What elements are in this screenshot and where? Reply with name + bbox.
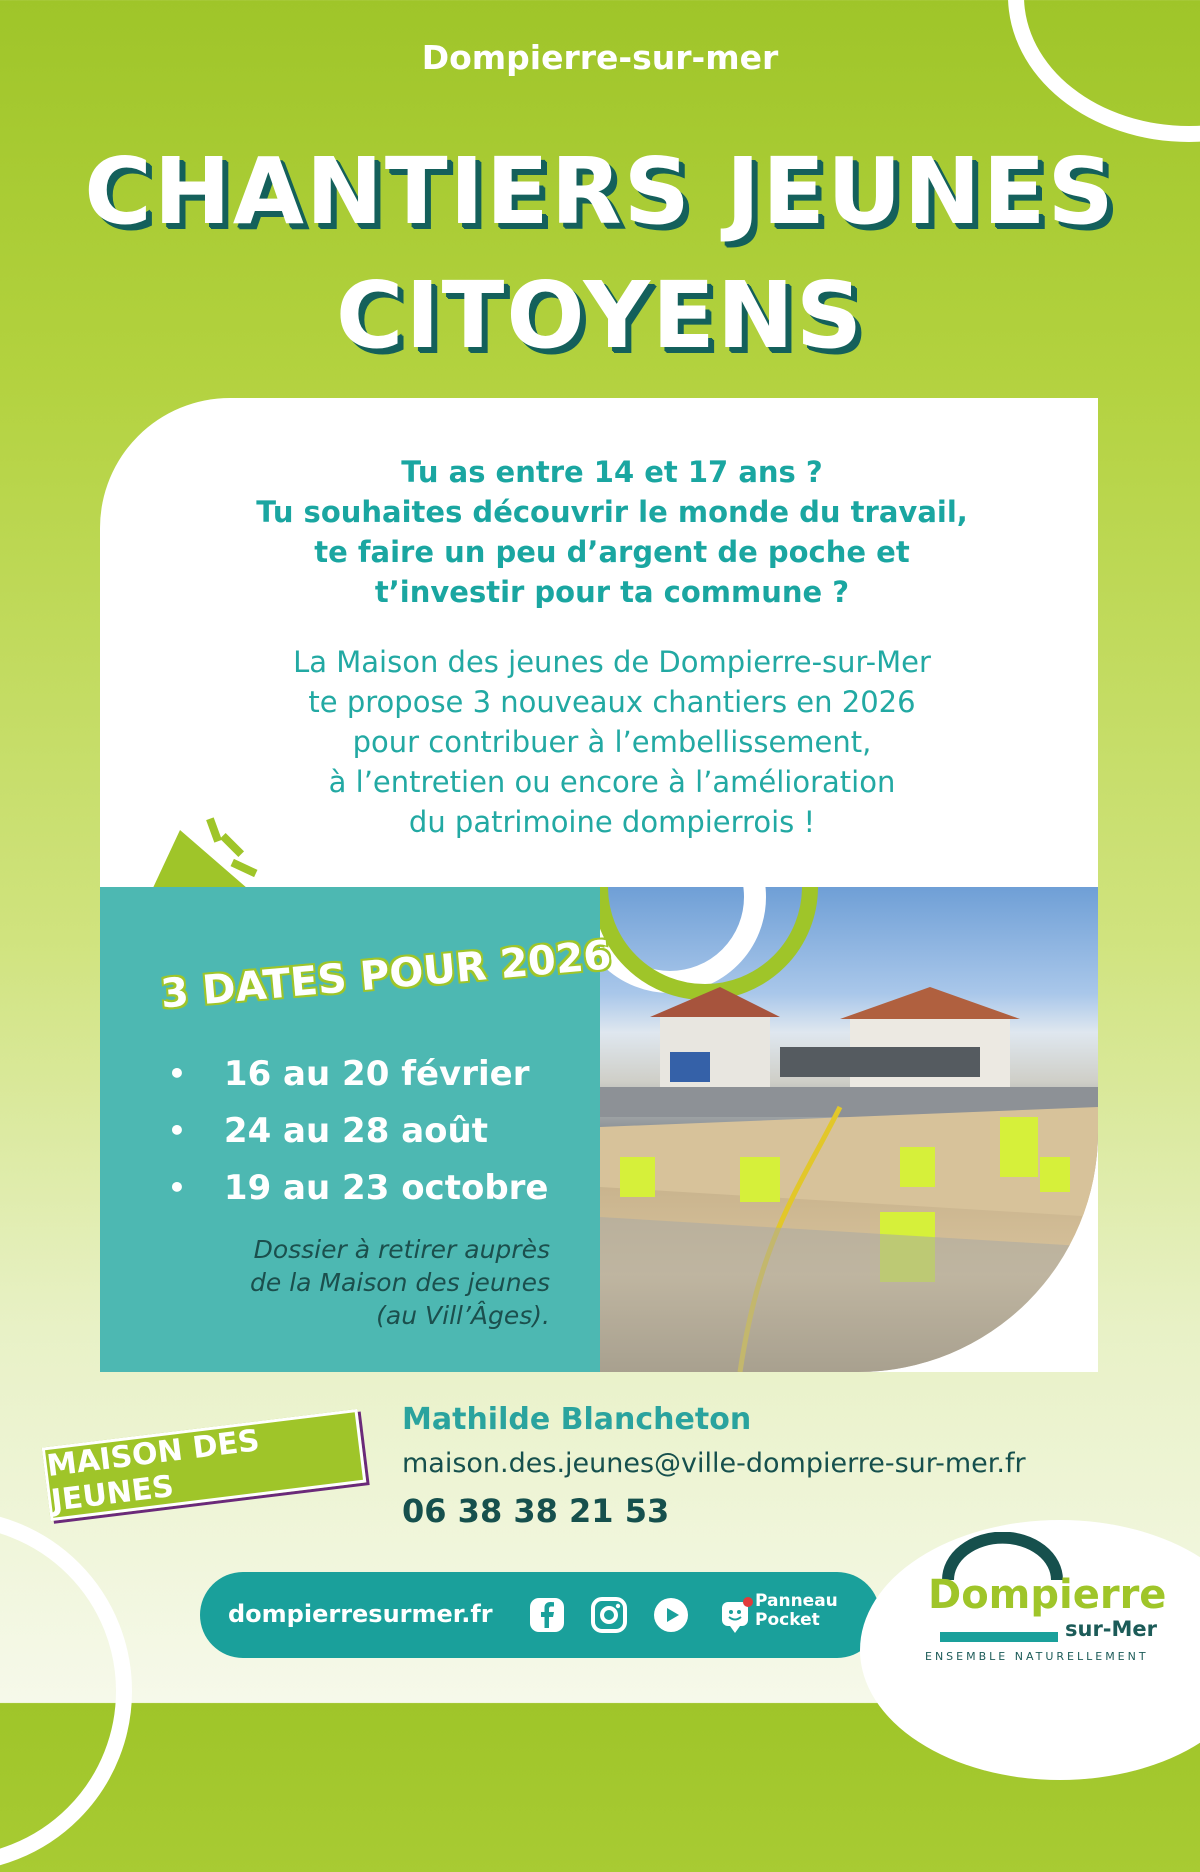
question-line: te faire un peu d’argent de poche et <box>314 535 910 569</box>
pp-line: Panneau <box>755 1591 838 1611</box>
intro-questions <box>100 452 1124 612</box>
date-item: • 19 au 23 octobre <box>168 1159 548 1216</box>
question-line: Tu souhaites découvrir le monde du travail, <box>256 495 968 529</box>
maison-des-jeunes-badge: MAISON DES JEUNES <box>42 1409 367 1521</box>
logo-name: Dompierre <box>928 1572 1167 1618</box>
pp-line: Pocket <box>755 1610 820 1630</box>
question-line: Tu as entre 14 et 17 ans ? <box>401 455 823 489</box>
question-line: t’investir pour ta commune ? <box>374 575 850 609</box>
decorative-arc-bottom-left <box>0 1510 132 1872</box>
paragraph-line: à l’entretien ou encore à l’amélioration <box>328 765 896 799</box>
dossier-note <box>130 1233 550 1332</box>
photo-youth-gardening <box>600 887 1098 1372</box>
paragraph-line: pour contribuer à l’embellissement, <box>352 725 872 759</box>
contact-name: Mathilde Blancheton <box>402 1402 752 1437</box>
paragraph-line: te propose 3 nouveaux chantiers en 2026 <box>308 685 916 719</box>
note-line: (au Vill’Âges). <box>376 1301 550 1330</box>
date-item: • 24 au 28 août <box>168 1102 548 1159</box>
town-name: Dompierre-sur-mer <box>421 38 779 77</box>
dates-list <box>168 1045 548 1216</box>
paragraph-line: du patrimoine dompierrois ! <box>408 805 816 839</box>
date-item: • 16 au 20 février <box>168 1045 548 1102</box>
poster-title-line1: CHANTIERS JEUNES <box>84 138 1116 245</box>
website-link[interactable]: dompierresurmer.fr <box>228 1600 493 1628</box>
paragraph-line: La Maison des jeunes de Dompierre-sur-Mer <box>293 645 931 679</box>
facebook-icon[interactable] <box>528 1596 566 1634</box>
contact-email[interactable]: maison.des.jeunes@ville-dompierre-sur-mer.fr <box>402 1448 1026 1479</box>
contact-phone[interactable]: 06 38 38 21 53 <box>402 1492 670 1530</box>
panneau-pocket-label[interactable] <box>755 1592 838 1630</box>
logo-suffix: sur-Mer <box>1065 1617 1158 1641</box>
youtube-icon[interactable] <box>652 1596 690 1634</box>
note-line: de la Maison des jeunes <box>250 1268 550 1297</box>
note-line: Dossier à retirer auprès <box>253 1235 550 1264</box>
dates-title: 3 DATES POUR 2026 <box>158 932 614 1018</box>
poster-title-line2: CITOYENS <box>335 262 865 369</box>
logo-underline <box>940 1632 1058 1642</box>
panneau-pocket-icon[interactable] <box>718 1596 756 1634</box>
logo-tagline: ENSEMBLE NATURELLEMENT <box>925 1650 1149 1663</box>
instagram-icon[interactable] <box>590 1596 628 1634</box>
